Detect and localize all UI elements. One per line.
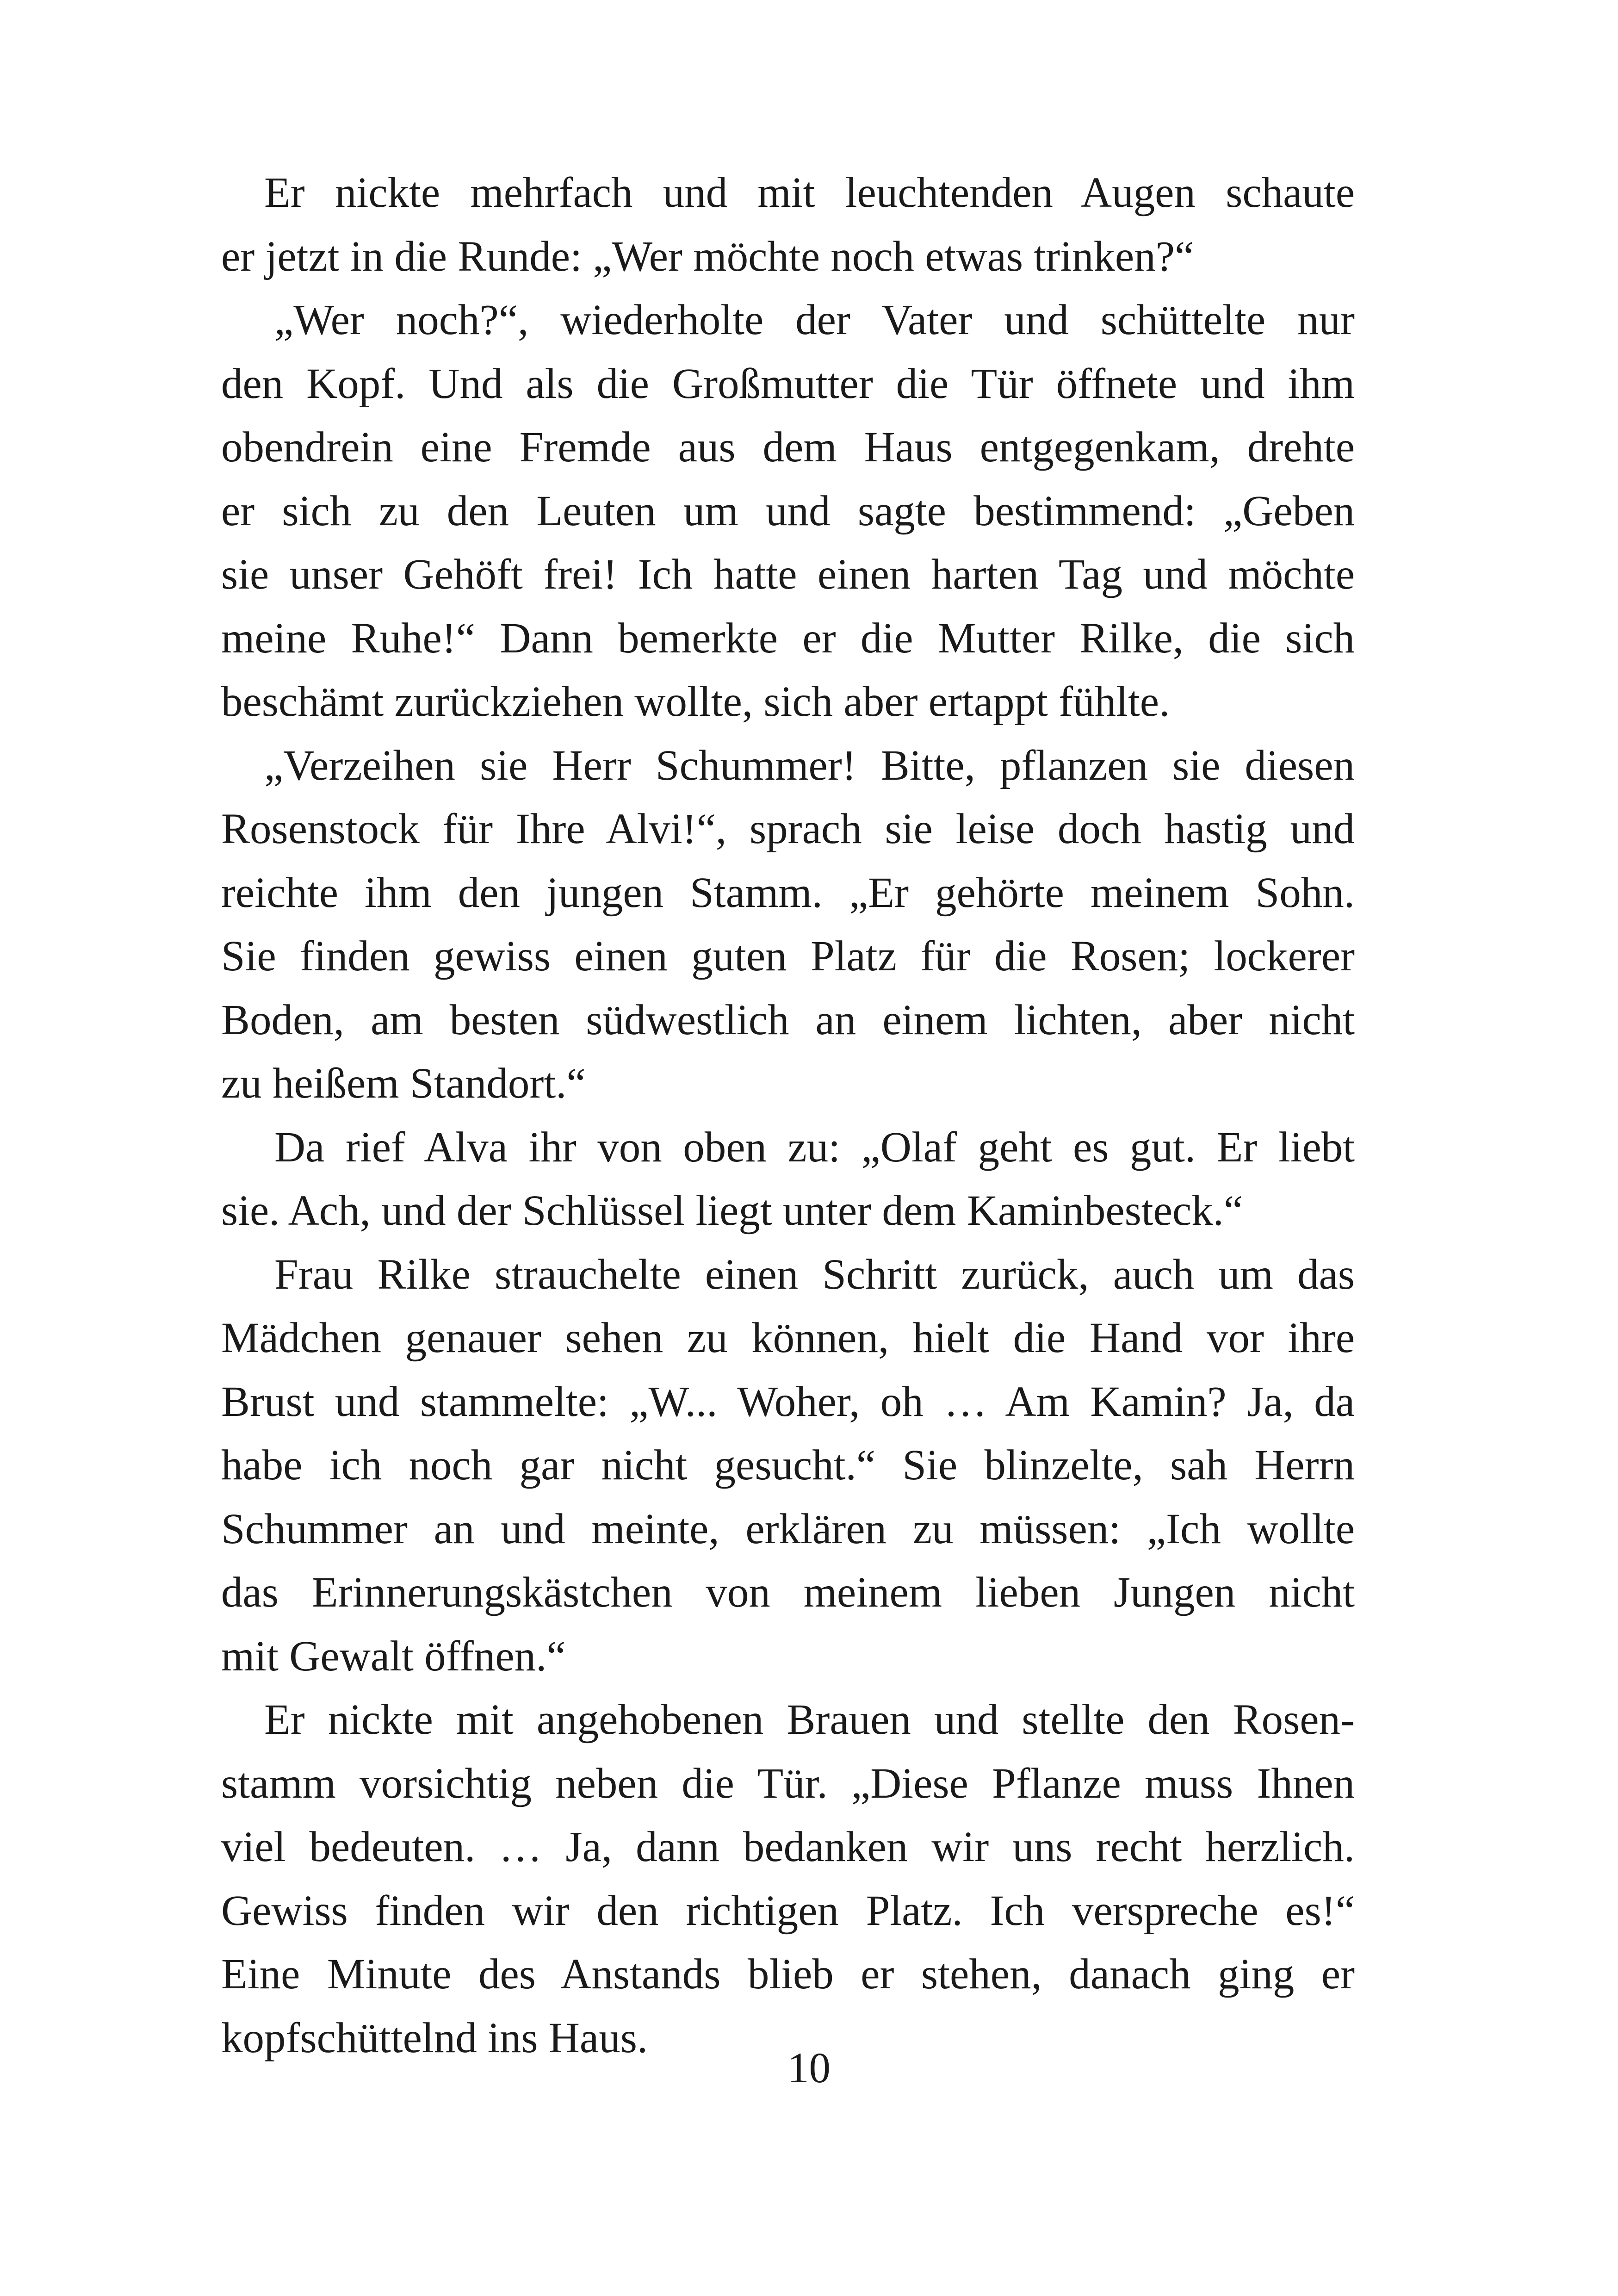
text-line: Brust und stammelte: „W... Woher, oh … Am Kamin? Ja, da [221, 1378, 1355, 1426]
text-line: Da rief Alva ihr von oben zu: „Olaf geht es gut. Er liebt [274, 1123, 1355, 1171]
text-line: Schummer an und meinte, erklären zu müssen: „Ich wollte [221, 1505, 1355, 1553]
body-text [221, 161, 1355, 2070]
text-line: beschämt zurückziehen wollte, sich aber ertappt fühlte. [221, 678, 1170, 726]
text-line: stamm vorsichtig neben die Tür. „Diese Pflanze muss Ihnen [221, 1759, 1355, 1807]
text-line: mit Gewalt öffnen.“ [221, 1632, 566, 1680]
text-line: er sich zu den Leuten um und sagte bestimmend: „Geben [221, 487, 1355, 535]
text-line: viel bedeuten. … Ja, dann bedanken wir uns recht herzlich. [221, 1823, 1355, 1871]
text-line: habe ich noch gar nicht gesucht.“ Sie blinzelte, sah Herrn [221, 1441, 1355, 1489]
text-line: das Erinnerungskästchen von meinem lieben Jungen nicht [221, 1569, 1355, 1616]
text-line: Er nickte mehrfach und mit leuchtenden Augen schaute [264, 169, 1355, 217]
text-line: meine Ruhe!“ Dann bemerkte er die Mutter Rilke, die sich [221, 614, 1355, 662]
text-line: zu heißem Standort.“ [221, 1060, 586, 1107]
text-line: „Wer noch?“, wiederholte der Vater und schüttelte nur [274, 296, 1355, 344]
text-line: „Verzeihen sie Herr Schummer! Bitte, pflanzen sie diesen [264, 741, 1355, 789]
text-line: er jetzt in die Runde: „Wer möchte noch etwas trinken?“ [221, 232, 1194, 280]
text-line: den Kopf. Und als die Großmutter die Tür öffnete und ihm [221, 360, 1355, 408]
text-line: Rosenstock für Ihre Alvi!“, sprach sie leise doch hastig und [221, 805, 1355, 853]
text-line: Mädchen genauer sehen zu können, hielt die Hand vor ihre [221, 1314, 1355, 1362]
text-line: Gewiss finden wir den richtigen Platz. Ich verspreche es!“ [221, 1886, 1355, 1935]
text-line: obendrein eine Fremde aus dem Haus entgegenkam, drehte [221, 423, 1355, 471]
text-line: kopfschüttelnd ins Haus. [221, 2014, 648, 2062]
text-line: sie unser Gehöft frei! Ich hatte einen harten Tag und möchte [221, 551, 1355, 598]
text-line: Eine Minute des Anstands blieb er stehen, danach ging er [221, 1950, 1355, 1998]
text-line: Frau Rilke strauchelte einen Schritt zurück, auch um das [274, 1250, 1355, 1298]
page-number: 10 [787, 2044, 831, 2092]
text-line: Er nickte mit angehobenen Brauen und stellte den Rosen- [264, 1696, 1355, 1744]
text-line: reichte ihm den jungen Stamm. „Er gehörte meinem Sohn. [221, 869, 1355, 917]
text-line: Sie finden gewiss einen guten Platz für die Rosen; lockerer [221, 932, 1355, 980]
text-line: Boden, am besten südwestlich an einem lichten, aber nicht [221, 996, 1355, 1044]
text-line: sie. Ach, und der Schlüssel liegt unter dem Kaminbesteck.“ [221, 1187, 1243, 1235]
